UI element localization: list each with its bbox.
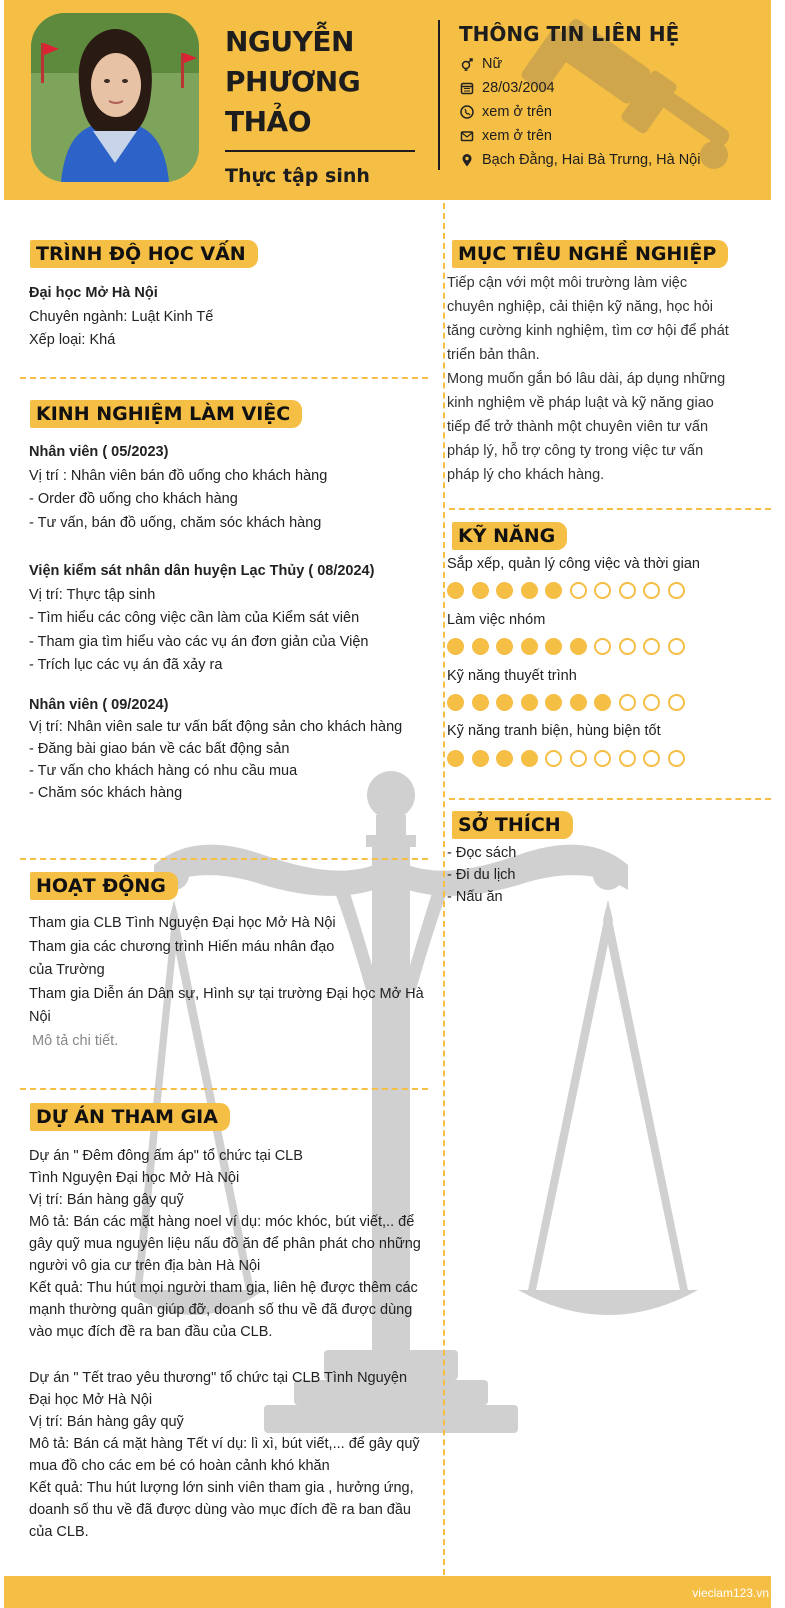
rating-dot-filled [496,638,513,655]
section-divider [20,858,428,860]
hobby-item: - Đi du lịch [447,867,516,883]
contact-phone [459,100,700,124]
rating-dot-filled [521,582,538,599]
rating-dot-filled [472,750,489,767]
experience-job-1 [29,441,434,535]
activity-line: Tham gia CLB Tình Nguyện Đại học Mở Hà Nội [29,915,336,931]
activity-line: Tham gia Diễn án Dân sự, Hình sự tại trường Đại học Mở Hà [29,985,424,1002]
project-line: Kết quả: Thu hút lượng lớn sinh viên tham gia , hưởng ứng, [29,1480,414,1496]
phone-icon [459,105,474,120]
project-line: Mô tả: Bán cá mặt hàng Tết ví dụ: lì xì, bút viết,... để gây quỹ [29,1436,420,1452]
experience-job-2 [29,560,434,678]
objective-line: chuyên nghiệp, cải thiện kỹ năng, học hỏi [447,299,714,315]
rating-dot-filled [570,694,587,711]
rating-dot-empty [668,638,685,655]
activities-section [29,912,434,1053]
objective-line: Tiếp cận với một môi trường làm việc [447,275,688,291]
rating-dot-filled [521,750,538,767]
school-name: Đại học Mở Hà Nội [29,285,158,301]
job-heading: Viện kiểm sát nhân dân huyện Lạc Thủy ( 08/2024) [29,563,375,579]
job-line: - Trích lục các vụ án đã xảy ra [29,657,223,673]
rating-dot-empty [619,694,636,711]
skills-title: KỸ NĂNG [452,522,567,550]
contact-list [459,52,700,172]
rating-dot-empty [594,750,611,767]
rating-dot-filled [447,750,464,767]
experience-job-3 [29,694,434,804]
rating-dot-empty [619,750,636,767]
skill-label: Kỹ năng tranh biện, hùng biện tốt [447,723,661,739]
rating-dot-filled [570,638,587,655]
name-line: PHƯƠNG [225,65,361,98]
objective-line: Mong muốn gắn bó lâu dài, áp dụng những [447,371,726,387]
address-value: Bạch Đằng, Hai Bà Trưng, Hà Nội [482,152,701,168]
rating-dot-filled [594,694,611,711]
header-divider [438,20,440,170]
rating-dot-empty [594,582,611,599]
location-icon [459,153,474,168]
rating-dot-filled [472,582,489,599]
rating-dot-empty [643,638,660,655]
activities-title: HOẠT ĐỘNG [30,872,178,900]
contact-email [459,124,700,148]
rating-dot-empty [570,582,587,599]
candidate-name [225,22,415,142]
birthday-value: 28/03/2004 [482,80,555,96]
footer-bar [4,1576,771,1608]
project-line: của CLB. [29,1524,89,1540]
projects-title: DỰ ÁN THAM GIA [30,1103,230,1131]
rank: Xếp loại: Khá [29,332,116,348]
contact-gender [459,52,700,76]
project-line: mua đồ cho các em bé có hoàn cảnh khó khăn [29,1458,330,1474]
project-line: doanh số thu về đã được dùng vào mục đích đề ra ban đầu [29,1502,411,1518]
email-value: xem ở trên [482,128,552,144]
project-line: Dự án " Đêm đông ấm áp" tổ chức tại CLB [29,1148,303,1164]
project-line: Mô tả: Bán các mặt hàng noel ví dụ: móc khóc, bút viết,.. để [29,1214,415,1230]
rating-dot-empty [668,582,685,599]
education-title: TRÌNH ĐỘ HỌC VẤN [30,240,258,268]
column-divider [443,203,445,1575]
name-line: NGUYỄN [225,25,354,58]
project-line: Vị trí: Bán hàng gây quỹ [29,1192,184,1208]
section-divider [20,377,428,379]
skill-rating [447,582,685,599]
hobby-item: - Nấu ăn [447,889,503,905]
hobby-item: - Đọc sách [447,845,517,861]
gender-value: Nữ [482,56,503,72]
hobbies-title: SỞ THÍCH [452,811,573,839]
name-line: THẢO [225,105,312,138]
project-line: mạnh thường quân giúp đỡ, doanh số thu về đã được dùng [29,1302,413,1318]
activity-line: của Trường [29,962,105,978]
project-line: Vị trí: Bán hàng gây quỹ [29,1414,184,1430]
cv-header [4,0,771,200]
rating-dot-filled [521,694,538,711]
rating-dot-filled [496,750,513,767]
activity-line: Nội [29,1009,51,1025]
section-divider [449,508,771,510]
job-heading: Nhân viên ( 09/2024) [29,697,169,713]
rating-dot-empty [643,750,660,767]
rating-dot-empty [643,694,660,711]
rating-dot-empty [668,750,685,767]
objective-line: tiếp để trở thành một chuyên viên tư vấn [447,419,709,435]
name-divider [225,150,415,152]
project-block-2 [29,1367,434,1543]
rating-dot-filled [496,694,513,711]
section-divider [20,1088,428,1090]
skill-label: Sắp xếp, quản lý công việc và thời gian [447,556,700,572]
skill-label: Kỹ năng thuyết trình [447,668,577,684]
project-line: Dự án " Tết trao yêu thương" tổ chức tại CLB Tình Nguyện [29,1370,408,1386]
rating-dot-empty [619,582,636,599]
education-section [29,282,429,353]
job-line: - Tham gia tìm hiểu vào các vụ án đơn giản của Viện [29,633,369,650]
rating-dot-empty [643,582,660,599]
rating-dot-empty [545,750,562,767]
objective-section [447,271,745,487]
objective-line: pháp lý cho khách hàng. [447,467,605,483]
job-line: - Đăng bài giao bán về các bất động sản [29,741,290,757]
job-line: - Order đồ uống cho khách hàng [29,491,238,507]
experience-title: KINH NGHIỆM LÀM VIỆC [30,400,302,428]
rating-dot-filled [545,694,562,711]
rating-dot-filled [447,694,464,711]
rating-dot-filled [545,582,562,599]
activity-placeholder: Mô tả chi tiết. [32,1032,119,1049]
activity-line: Tham gia các chương trình Hiến máu nhân đạo [29,938,335,955]
project-line: gây quỹ mua nguyên liệu nấu đồ ăn để phân phát cho những [29,1236,421,1252]
rating-dot-empty [619,638,636,655]
rating-dot-filled [447,638,464,655]
job-line: Vị trí : Nhân viên bán đồ uống cho khách hàng [29,467,328,484]
job-line: - Tư vấn cho khách hàng có nhu cầu mua [29,763,298,779]
gender-icon [459,57,474,72]
objective-line: kinh nghiệm về pháp luật và kỹ năng giao [447,395,714,411]
hobbies-section [447,842,747,908]
contact-birthday [459,76,700,100]
job-line: Vị trí: Thực tập sinh [29,586,156,603]
skill-rating [447,750,685,767]
email-icon [459,129,474,144]
objective-line: pháp lý, hỗ trợ công ty trong việc tư vấn [447,443,704,459]
rating-dot-filled [521,638,538,655]
skill-label: Làm việc nhóm [447,612,546,628]
project-line: vào mục đích đề ra ban đầu của CLB. [29,1324,273,1340]
rating-dot-empty [594,638,611,655]
job-line: - Tìm hiểu các công việc cần làm của Kiểm sát viên [29,610,360,626]
job-heading: Nhân viên ( 05/2023) [29,444,169,460]
calendar-icon [459,81,474,96]
rating-dot-empty [570,750,587,767]
footer-brand: vieclam123.vn [692,1586,769,1600]
job-line: - Tư vấn, bán đồ uống, chăm sóc khách hàng [29,514,322,531]
profile-photo [31,13,199,182]
project-line: Đại học Mở Hà Nội [29,1392,153,1408]
skill-rating [447,638,685,655]
rating-dot-filled [447,582,464,599]
rating-dot-filled [496,582,513,599]
project-line: Kết quả: Thu hút mọi người tham gia, liên hệ được thêm các [29,1280,418,1296]
rating-dot-filled [545,638,562,655]
objective-line: triển bản thân. [447,347,540,363]
phone-value: xem ở trên [482,104,552,120]
job-line: Vị trí: Nhân viên sale tư vấn bất động sản cho khách hàng [29,719,403,735]
rating-dot-filled [472,694,489,711]
objective-line: tăng cường kinh nghiệm, tìm cơ hội để phát [447,323,729,339]
rating-dot-empty [668,694,685,711]
contact-address [459,148,700,172]
major: Chuyên ngành: Luật Kinh Tế [29,308,214,325]
job-title: Thực tập sinh [225,165,370,187]
objective-title: MỤC TIÊU NGHỀ NGHIỆP [452,240,728,268]
contact-title: THÔNG TIN LIÊN HỆ [459,22,680,46]
project-line: người vô gia cư trên địa bàn Hà Nội [29,1258,261,1274]
project-block-1 [29,1145,434,1343]
section-divider [449,798,771,800]
project-line: Tình Nguyện Đại học Mở Hà Nội [29,1170,240,1186]
skill-rating [447,694,685,711]
cv-page [4,0,771,1608]
rating-dot-filled [472,638,489,655]
job-line: - Chăm sóc khách hàng [29,785,183,801]
